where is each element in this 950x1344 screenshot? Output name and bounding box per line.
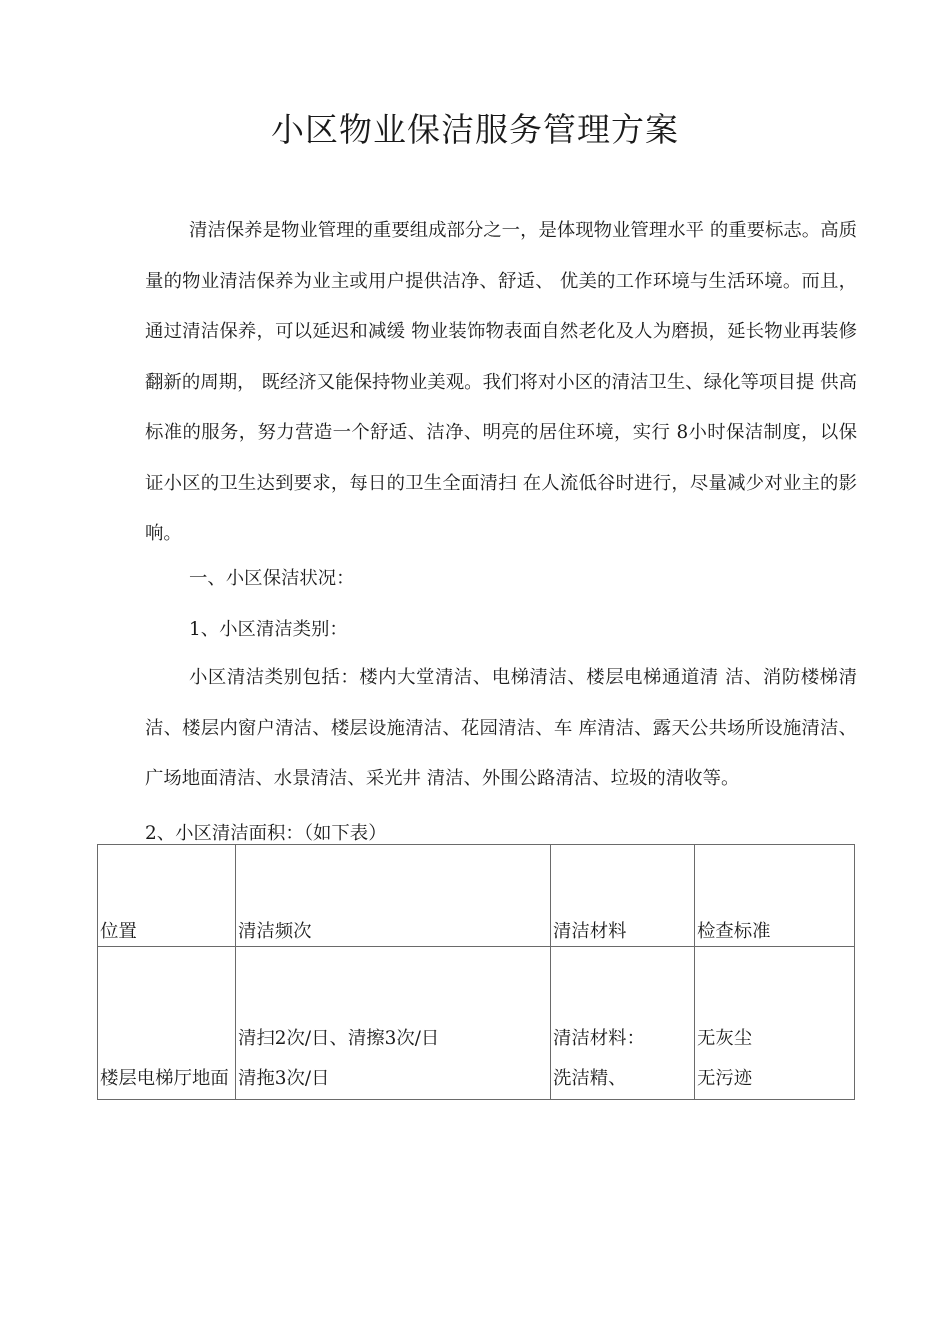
standard-line: 无污迹: [697, 1068, 753, 1089]
subheading-area: 2、小区清洁面积：（如下表）: [145, 823, 387, 844]
header-standard: 检查标准: [695, 845, 855, 947]
table-header-row: [98, 845, 855, 947]
header-location: 位置: [98, 845, 236, 947]
cell-frequency: [236, 947, 551, 1100]
section-heading-status: 一、小区保洁状况：: [189, 568, 355, 589]
header-frequency: 清洁频次: [236, 845, 551, 947]
cell-location: 楼层电梯厅地面: [98, 947, 236, 1100]
page-title: 小区物业保洁服务管理方案: [271, 110, 679, 149]
materials-line: 洗洁精、: [553, 1068, 627, 1089]
cleaning-area-table: [97, 844, 855, 1100]
header-materials: 清洁材料: [551, 845, 695, 947]
materials-line: 清洁材料：: [553, 1028, 645, 1049]
intro-paragraph: 清洁保养是物业管理的重要组成部分之一，是体现物业管理水平 的重要标志。高质量的物业清洁保养为业主或用户提供洁净、舒适、 优美的工作环境与生活环境。而且，通过清洁保养，可以延迟和减缓 物业装饰物表面自然老化及人为磨损，延长物业再装修翻新的周期， 既经济又能保持物业美观。我们将对小区的清洁卫生、绿化等项目提 供高标准的服务，努力营造一个舒适、洁净、明亮的居住环境，实行 8小时保洁制度，以保证小区的卫生达到要求，每日的卫生全面清扫 在人流低谷时进行，尽量减少对业主的影响。: [145, 220, 857, 544]
frequency-line: 清拖3次/日: [238, 1068, 330, 1089]
frequency-line: 清扫2次/日、清擦3次/日: [238, 1028, 440, 1049]
cell-standard: [695, 947, 855, 1100]
categories-paragraph: 小区清洁类别包括：楼内大堂清洁、电梯清洁、楼层电梯通道清 洁、消防楼梯清洁、楼层内窗户清洁、楼层设施清洁、花园清洁、车 库清洁、露天公共场所设施清洁、广场地面清洁、水景清洁、采光井 清洁、外围公路清洁、垃圾的清收等。: [145, 667, 857, 789]
table-row: [98, 947, 855, 1100]
cell-materials: [551, 947, 695, 1100]
standard-line: 无灰尘: [697, 1028, 753, 1049]
subheading-categories: 1、小区清洁类别：: [189, 619, 348, 640]
